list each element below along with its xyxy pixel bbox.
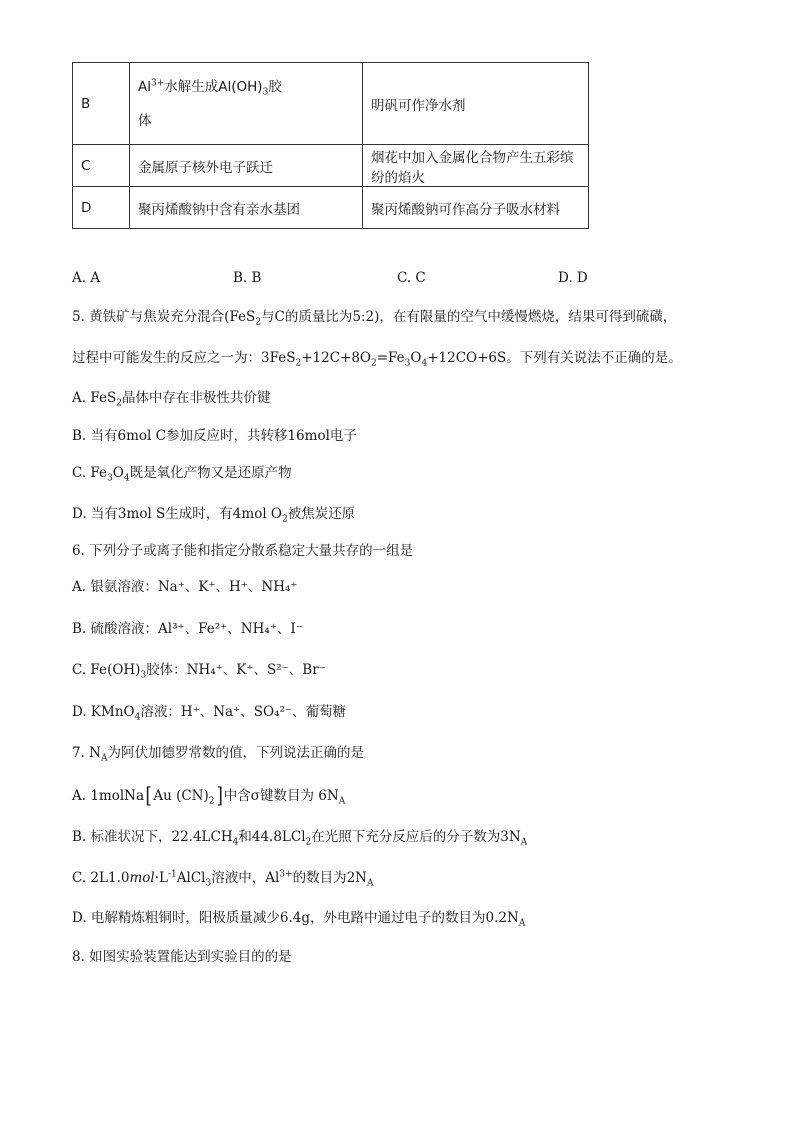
q5-stem-line1: 5. 黄铁矿与焦炭充分混合(FeS$_2$与C的质量比为5:2)，在有限量的空气中缓慢燃烧，结果可得到硫磺，	[72, 309, 677, 328]
q6-stem: 6. 下列分子或离子能和指定分散系稳定大量共存的一组是	[72, 543, 414, 559]
q6-option-c: C. $Fe(OH)_3$胶体：NH₄⁺、K⁺、S²⁻、Br⁻	[72, 662, 326, 681]
row-key: D	[73, 187, 130, 229]
row-key: C	[73, 145, 130, 187]
row-reason: $Al^{3+}$水解生成$Al(OH)_3$胶 体	[130, 63, 363, 145]
q5-option-a: A. FeS$_2$晶体中存在非极性共价键	[72, 390, 271, 409]
row-application: 明矾可作净水剂	[363, 63, 589, 145]
table-row	[73, 145, 589, 187]
q7-stem: 7. $N_A$为阿伏加德罗常数的值，下列说法正确的是	[72, 745, 364, 764]
q8-stem: 8. 如图实验装置能达到实验目的的是	[72, 949, 292, 965]
choice-b: B. B	[233, 270, 262, 286]
q7-option-a: A. 1molNa[Au $(CN)_2$]中含σ键数目为 $6N_A$	[72, 783, 346, 809]
row-application: 烟花中加入金属化合物产生五彩缤纷的焰火	[363, 145, 589, 187]
q6-option-a: A. 银氨溶液：Na⁺、K⁺、H⁺、NH₄⁺	[72, 579, 298, 595]
table-row	[73, 187, 589, 229]
q7-option-b: B. 标准状况下，$22.4LCH_4$和44.8LCl$_2$在光照下充分反应后的分子数为$3N_A$	[72, 829, 528, 848]
row-reason: 金属原子核外电子跃迁	[130, 145, 363, 187]
answer-option-table	[72, 62, 589, 229]
q7-option-c: C. $2L1.0mol\cdot L^{-1}AlCl_3$溶液中，$Al^{3+}$的数目为$2N_A$	[72, 869, 374, 889]
q7-option-d: D. 电解精炼粗铜时，阳极质量减少6.4g，外电路中通过电子的数目为$0.2N_A$	[72, 910, 526, 929]
q5-option-c: C. $Fe_3O_4$既是氧化产物又是还原产物	[72, 465, 292, 484]
q6-option-d: D. KMnO$_4$溶液：H⁺、Na⁺、SO₄²⁻、葡萄糖	[72, 704, 346, 723]
row-application: 聚丙烯酸钠可作高分子吸水材料	[363, 187, 589, 229]
table-row	[73, 63, 589, 145]
choice-a: A. A	[72, 270, 101, 286]
row-key: B	[73, 63, 130, 145]
row-reason: 聚丙烯酸钠中含有亲水基团	[130, 187, 363, 229]
q5-stem-line2: 过程中可能发生的反应之一为：$3FeS_2+12C+8O_2=Fe_3O_4+12CO+6S$。下列有关说法不正确的是。	[72, 350, 682, 369]
q5-option-d: D. 当有3mol S生成时，有4mol $O_2$被焦炭还原	[72, 506, 356, 525]
q5-option-b: B. 当有6mol C参加反应时，共转移16mol电子	[72, 428, 357, 444]
choice-d: D. D	[558, 270, 588, 286]
choice-c: C. C	[397, 270, 426, 286]
q6-option-b: B. 硫酸溶液：Al³⁺、Fe²⁺、NH₄⁺、I⁻	[72, 621, 303, 637]
